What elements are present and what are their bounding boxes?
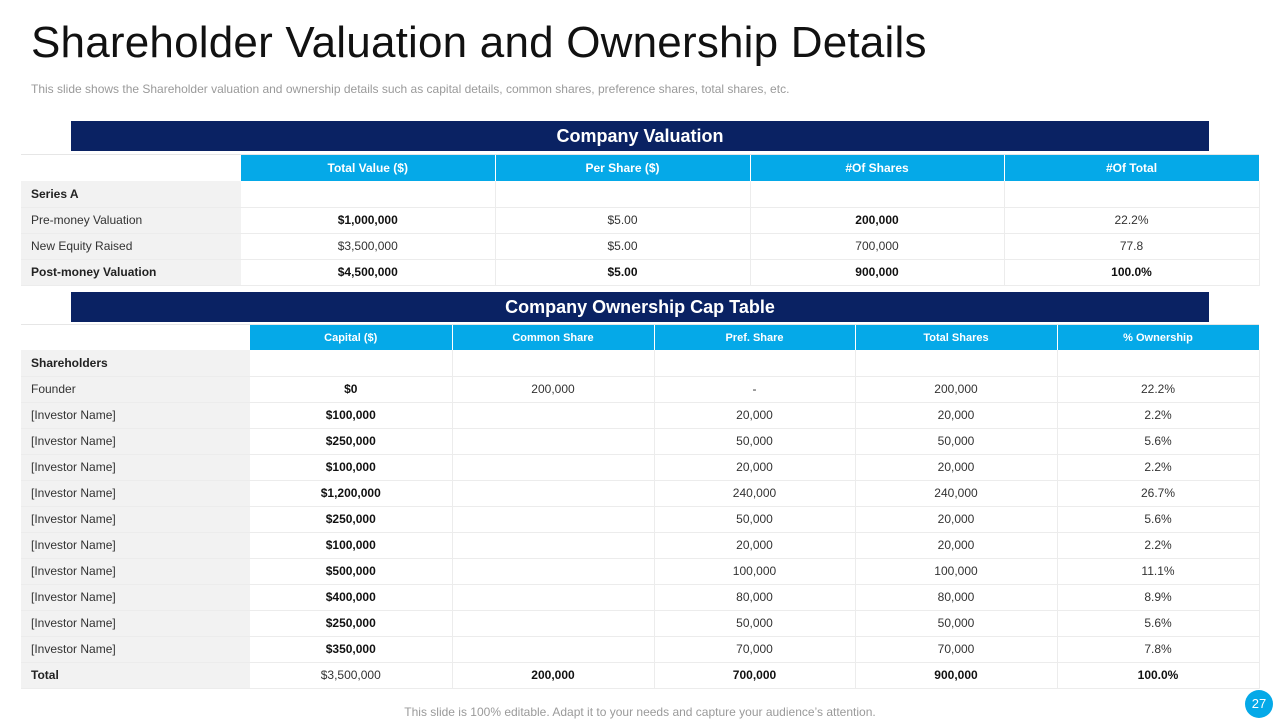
table-header-row [21,325,1259,350]
table-cell: 2.2% [1057,532,1259,558]
row-label: [Investor Name] [21,610,250,636]
column-header: Capital ($) [250,325,452,350]
table-cell: 20,000 [855,402,1057,428]
table-cell [452,350,654,376]
table-cell [495,181,750,207]
table-row [21,207,1259,233]
table-cell: 5.6% [1057,610,1259,636]
table-row [21,376,1259,402]
table-cell: $1,000,000 [241,207,495,233]
table-cell: 20,000 [654,532,855,558]
row-label: Founder [21,376,250,402]
table-cell: 20,000 [855,506,1057,532]
table-cell: $100,000 [250,402,452,428]
table-cell: 2.2% [1057,402,1259,428]
table-cell: $100,000 [250,454,452,480]
table-cell: 50,000 [654,506,855,532]
table-cell: 100,000 [654,558,855,584]
table-cell: 900,000 [750,259,1004,285]
table-cell: 50,000 [855,610,1057,636]
table-cell [1057,350,1259,376]
row-label: Post-money Valuation [21,259,241,285]
table-cell: 100.0% [1004,259,1259,285]
table-row [21,610,1259,636]
table-cell: 50,000 [654,428,855,454]
table-cell: 240,000 [855,480,1057,506]
table-row [21,584,1259,610]
table-cell: $0 [250,376,452,402]
table-cell: 200,000 [855,376,1057,402]
column-header: Pref. Share [654,325,855,350]
group-label: Shareholders [21,350,250,376]
table-row [21,428,1259,454]
table-cell: 7.8% [1057,636,1259,662]
table-cell: $5.00 [495,259,750,285]
table-cell: 700,000 [750,233,1004,259]
table-cell: 20,000 [855,532,1057,558]
table-cell [241,181,495,207]
table-cell: 8.9% [1057,584,1259,610]
row-label: Total [21,662,250,688]
column-header: Per Share ($) [495,155,750,181]
table-cell: 22.2% [1057,376,1259,402]
table-cell: 700,000 [654,662,855,688]
table-cell: 900,000 [855,662,1057,688]
row-label: [Investor Name] [21,636,250,662]
company-valuation-heading: Company Valuation [71,121,1209,151]
table-cell: $350,000 [250,636,452,662]
group-label: Series A [21,181,241,207]
slide-title: Shareholder Valuation and Ownership Details [31,18,927,67]
table-cell: 77.8 [1004,233,1259,259]
table-cell: 50,000 [855,428,1057,454]
table-row [21,454,1259,480]
table-cell [250,350,452,376]
table-cell: $400,000 [250,584,452,610]
table-cell: $250,000 [250,506,452,532]
table-cell [452,558,654,584]
page-number-badge: 27 [1245,690,1273,718]
column-header: #Of Total [1004,155,1259,181]
table-cell: 70,000 [654,636,855,662]
table-cell: $250,000 [250,428,452,454]
table-cell [654,350,855,376]
table-header-row [21,155,1259,181]
table-cell: 70,000 [855,636,1057,662]
table-cell: 200,000 [452,662,654,688]
column-header: #Of Shares [750,155,1004,181]
group-row [21,181,1259,207]
table-cell: $4,500,000 [241,259,495,285]
table-cell [452,402,654,428]
table-cell: 200,000 [452,376,654,402]
table-cell: $100,000 [250,532,452,558]
table-row [21,480,1259,506]
table-cell [452,480,654,506]
row-label: [Investor Name] [21,402,250,428]
table-cell: 100,000 [855,558,1057,584]
group-row [21,350,1259,376]
table-cell [452,506,654,532]
table-cell: $3,500,000 [250,662,452,688]
table-cell: 100.0% [1057,662,1259,688]
total-row [21,662,1259,688]
cap-table-heading: Company Ownership Cap Table [71,292,1209,322]
table-cell [1004,181,1259,207]
table-cell: 80,000 [654,584,855,610]
company-valuation-table [21,155,1260,286]
table-cell: 20,000 [654,402,855,428]
table-cell: 20,000 [855,454,1057,480]
column-header: Total Shares [855,325,1057,350]
table-cell: 5.6% [1057,506,1259,532]
table-cell [750,181,1004,207]
table-row [21,532,1259,558]
header-blank-cell [21,155,241,181]
row-label: New Equity Raised [21,233,241,259]
table-cell: $500,000 [250,558,452,584]
table-cell: 50,000 [654,610,855,636]
column-header: Total Value ($) [241,155,495,181]
slide-subtitle: This slide shows the Shareholder valuation and ownership details such as capital details, common shares, preference shares, total shares, etc. [31,82,790,96]
table-cell: $3,500,000 [241,233,495,259]
row-label: [Investor Name] [21,428,250,454]
row-label: [Investor Name] [21,480,250,506]
table-cell [452,584,654,610]
column-header: Common Share [452,325,654,350]
table-row [21,259,1259,285]
row-label: [Investor Name] [21,532,250,558]
table-cell: 80,000 [855,584,1057,610]
table-row [21,506,1259,532]
table-cell [452,610,654,636]
table-cell [452,636,654,662]
table-cell: 2.2% [1057,454,1259,480]
table-cell: 11.1% [1057,558,1259,584]
row-label: [Investor Name] [21,584,250,610]
table-cell [452,428,654,454]
table-cell: - [654,376,855,402]
footer-note: This slide is 100% editable. Adapt it to your needs and capture your audience’s attention. [404,705,876,719]
row-label: [Investor Name] [21,506,250,532]
row-label: [Investor Name] [21,558,250,584]
table-cell: 240,000 [654,480,855,506]
table-cell [452,454,654,480]
table-cell: 26.7% [1057,480,1259,506]
row-label: Pre-money Valuation [21,207,241,233]
table-cell: $250,000 [250,610,452,636]
table-row [21,558,1259,584]
table-cell [855,350,1057,376]
row-label: [Investor Name] [21,454,250,480]
table-cell: 20,000 [654,454,855,480]
table-cell: $5.00 [495,233,750,259]
table-cell: 22.2% [1004,207,1259,233]
table-cell [452,532,654,558]
ownership-cap-table [21,325,1260,689]
table-cell: 200,000 [750,207,1004,233]
header-blank-cell [21,325,250,350]
table-cell: $1,200,000 [250,480,452,506]
table-cell: 5.6% [1057,428,1259,454]
table-row [21,233,1259,259]
column-header: % Ownership [1057,325,1259,350]
table-row [21,402,1259,428]
table-cell: $5.00 [495,207,750,233]
table-row [21,636,1259,662]
